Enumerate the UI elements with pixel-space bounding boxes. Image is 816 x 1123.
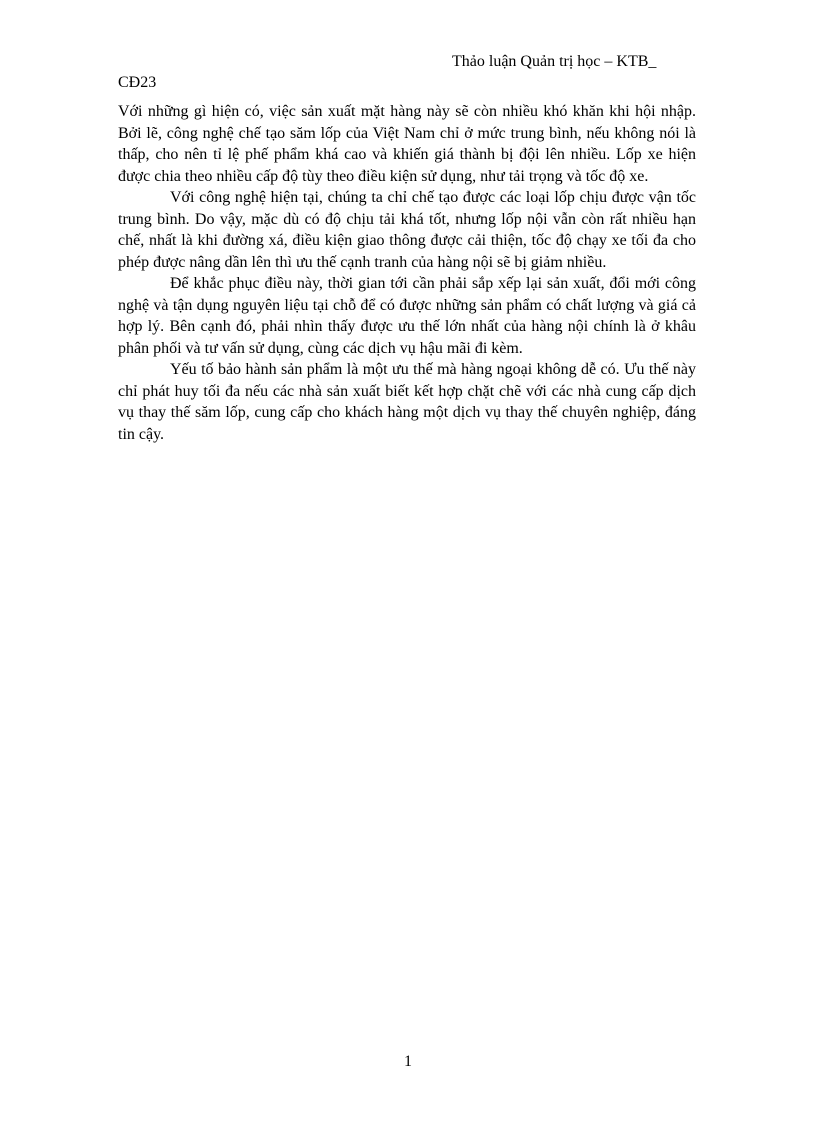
page-number: 1 [404,1053,412,1070]
paragraph-3: Để khắc phục điều này, thời gian tới cần phải sắp xếp lại sản xuất, đổi mới công nghệ và tận dụng nguyên liệu tại chỗ để có được những sản phẩm có chất lượng và giá cả hợp lý. Bên cạnh đó, phải nhìn thấy được ưu thế lớn nhất của hàng nội chính là ở khâu phân phối và tư vấn sử dụng, cùng các dịch vụ hậu mãi đi kèm. [118,275,696,357]
header-code: CĐ23 [118,74,157,91]
paragraph-2: Với công nghệ hiện tại, chúng ta chỉ chế tạo được các loại lốp chịu được vận tốc trung bình. Do vậy, mặc dù có độ chịu tải khá tốt, nhưng lốp nội vẫn còn rất nhiều hạn chế, nhất là khi đường xá, điều kiện giao thông được cải thiện, tốc độ chạy xe tối đa cho phép được nâng dần lên thì ưu thế cạnh tranh của hàng nội sẽ bị giảm nhiều. [118,189,696,271]
header-title: Thảo luận Quản trị học – KTB_ [452,53,657,70]
document-body [118,101,696,445]
paragraph-1: Với những gì hiện có, việc sản xuất mặt hàng này sẽ còn nhiều khó khăn khi hội nhập. Bởi lẽ, công nghệ chế tạo săm lốp của Việt Nam chỉ ở mức trung bình, nếu không nói là thấp, cho nên tỉ lệ phế phẩm khá cao và khiến giá thành bị đội lên nhiều. Lốp xe hiện được chia theo nhiều cấp độ tùy theo điều kiện sử dụng, như tải trọng và tốc độ xe. [118,103,696,185]
paragraph-4: Yếu tố bảo hành sản phẩm là một ưu thế mà hàng ngoại không dễ có. Ưu thế này chỉ phát huy tối đa nếu các nhà sản xuất biết kết hợp chặt chẽ với các nhà cung cấp dịch vụ thay thế săm lốp, cung cấp cho khách hàng một dịch vụ thay thế chuyên nghiệp, đáng tin cậy. [118,361,696,443]
